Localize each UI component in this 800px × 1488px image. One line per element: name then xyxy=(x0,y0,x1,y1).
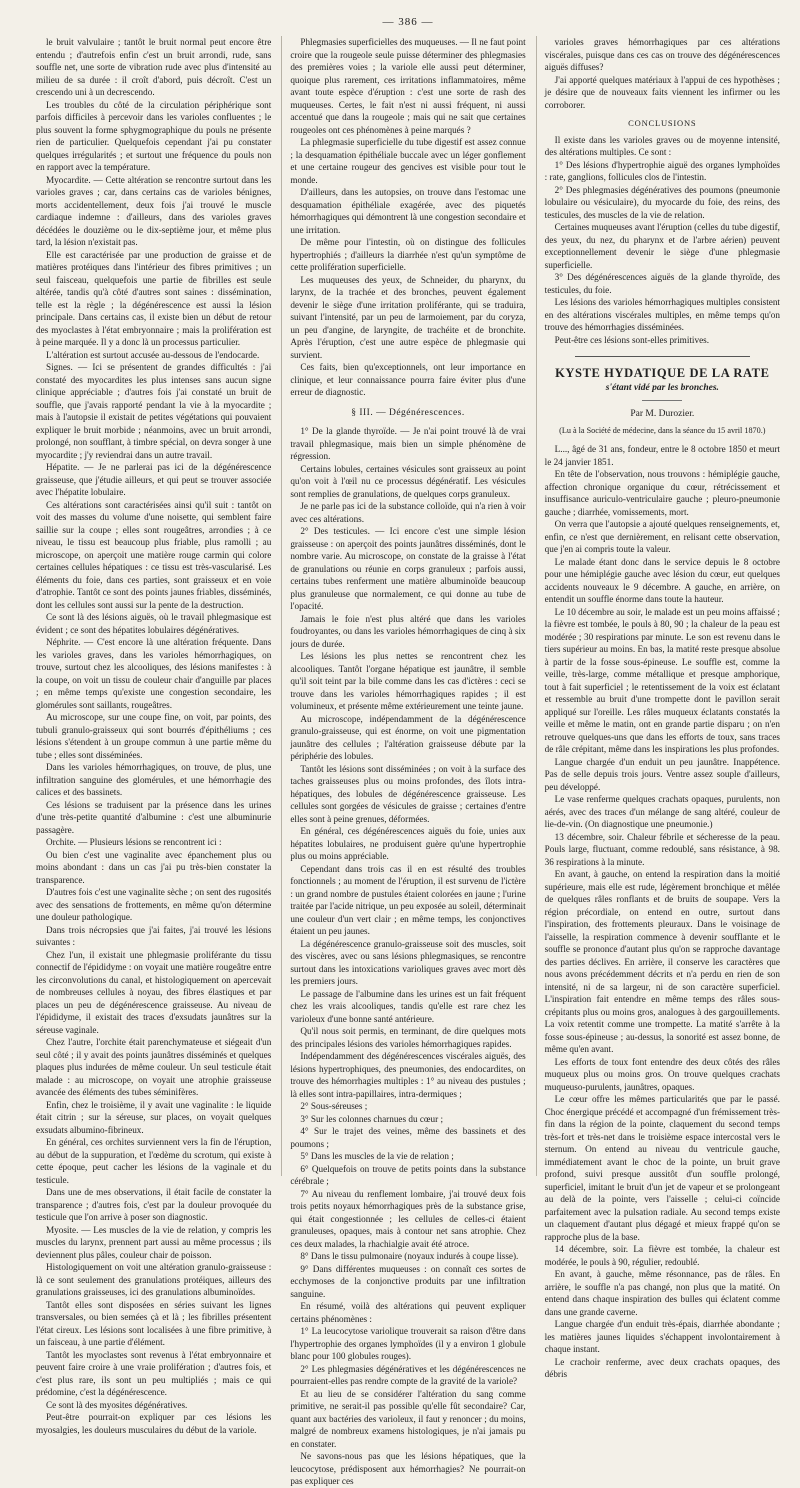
paragraph: 2° Sous-séreuses ; xyxy=(300,1101,368,1111)
paragraph: Au microscope, indépendamment de la dégénérescence granulo-graisseuse, qui est énorme, on voit une pigmentation jaunâtre des cellules ; l'altération graisseuse débute par la périphérie des lobules. xyxy=(290,713,526,761)
paragraph: Le vase renferme quelques crachats opaques, purulents, non aérés, avec des traces d'un mélange de sang altéré, couleur de lie-de-vin. (On diagnostique une pneumonie.) xyxy=(544,794,780,829)
paragraph: Le 10 décembre au soir, le malade est un peu moins affaissé ; la fièvre est tombée, le pouls à 80, 90 ; la chaleur de la peau est modérée ; 30 respirations par minute. Le son est revenu dans le tiers supérieur au moins. En bas, la matité reste presque absolue à partir de la fosse sous-épineuse. Le souffle est, comme la veille, très-large, comme métallique et presque amphorique, tout à fait superficiel ; le retentissement de la voix est éclatant et ressemble au bruit d'une trompette dont le pavillon serait appliqué sur l'oreille. Les râles muqueux éclatants constatés la veille et même le matin, ont en grande partie disparu ; on n'en retrouve quelques-uns que dans les efforts de toux, sans traces de râle crépitant, même dans les inspirations les plus profondes. xyxy=(544,606,780,754)
paragraph: Je ne parle pas ici de la substance colloïde, qui n'a rien à voir avec ces altérations. xyxy=(290,501,526,524)
paragraph: La dégénérescence granulo-graisseuse soit des muscles, soit des viscères, avec ou sans lésions phlegmasiques, se rencontre surtout dans les intoxications varioliques graves avec mort dès les premiers jours. xyxy=(290,938,526,986)
paragraph: Phlegmasies superficielles des muqueuses. — Il ne faut point croire que la rougeole seule puisse déterminer des phlegmasies des premières voies ; la variole elle aussi peut déterminer, quoique plus rarement, ces irritations inflammatoires, même avant toute espèce d'éruption : c'est une sorte de rash des muqueuses. Certes, le fait n'est ni aussi fréquent, ni aussi accentué que dans la rougeole ; mais qui ne sait que certaines rougeoles ont ces phénomènes à peine marqués ? xyxy=(290,37,526,135)
paragraph: Ces lésions se traduisent par la présence dans les urines d'une très-petite quantité d'albumine : c'est une albuminurie passagère. xyxy=(36,799,272,835)
paragraph: Ce sont là des lésions aiguës, où le travail phlegmasique est évident ; ce sont des hépatites lobulaires dégénératives. xyxy=(36,612,272,635)
paragraph: Le cœur offre les mêmes particularités que par le passé. Choc énergique précédé et accompagné d'un frémissement très-fin dans la région de la pointe, claquement du second temps très-fort et très-net dans le troisième espace intercostal vers le sternum. On entend au niveau du ventricule gauche, immédiatement avant le choc de la pointe, un bruit grave profond, suivi presque aussitôt d'un souffle prolongé, superficiel, imitant le bruit d'un jet de vapeur et se prolongeant au delà de la pointe, vers l'aisselle ; celui-ci coïncide parfaitement avec la pulsation radiale. Au second temps existe un claquement d'autant plus dégagé et mieux frappé qu'on se rapproche plus de la base. xyxy=(544,1094,780,1242)
paragraph: Langue chargée d'un enduit très-épais, diarrhée abondante ; les matières jaunes liquides s'échappent involontairement à chaque instant. xyxy=(544,1319,780,1354)
paragraph: Jamais le foie n'est plus altéré que dans les varioles foudroyantes, ou dans les varioles hémorrhagiques de cinq à six jours de durée. xyxy=(290,613,526,649)
paragraph: Ne savons-nous pas que les lésions hépatiques, que la leucocytose, prédisposent aux hémorrhagies? Ne pourrait-on pas expliquer ces xyxy=(290,1451,526,1486)
paragraph: varioles graves hémorrhagiques par ces altérations viscérales, puisque dans ces cas on trouve des dégénérescences aiguës diffuses? xyxy=(544,37,780,72)
column-right xyxy=(536,36,780,1379)
paragraph: Le malade étant donc dans le service depuis le 8 octobre pour une hémiplégie gauche avec lésion du cœur, eut quelques accidents nouveaux le 9 décembre. A gauche, en arrière, on entendit un souffle énorme dans toute la hauteur. xyxy=(544,556,780,604)
paragraph: Myocardite. — Cette altération se rencontre surtout dans les varioles graves ; car, dans certains cas de varioles bénignes, morts accidentellement, deux fois j'ai trouvé le muscle cardiaque indemne : d'ailleurs, dans des varioles graves décédées le douzième ou le dix-septième jour, et même plus tard, la lésion n'existait pas. xyxy=(36,174,272,247)
column-middle xyxy=(281,36,526,1486)
paragraph: 4° Sur le trajet des veines, même des bassinets et des poumons ; xyxy=(290,1126,526,1149)
paragraph: 7° Au niveau du renflement lombaire, j'ai trouvé deux fois trois petits noyaux hémorrhagiques près de la substance grise, qui était congestionnée ; les cellules de celles-ci étaient granuleuses, opaques, mais à contour net sans atrophie. Chez ces deux malades, la rhachialgie avait été atroce. xyxy=(290,1188,526,1249)
paragraph: Tantôt les lésions sont disséminées ; on voit à la surface des taches graisseuses plus ou moins profondes, des îlots intra-hépatiques, des lobules de dégénérescence graisseuse. Les cellules sont gorgées de vésicules de graisse ; certaines d'entre elles sont à peine grenues, déformées. xyxy=(290,763,526,824)
article-divider xyxy=(575,356,750,357)
column-left xyxy=(36,36,272,1435)
paragraph: 6° Quelquefois on trouve de petits points dans la substance cérébrale ; xyxy=(290,1163,526,1186)
paragraph: Peut-être ces lésions sont-elles primitives. xyxy=(554,334,710,345)
article-subtitle: s'étant vidé par les bronches. xyxy=(605,382,719,393)
paragraph: 9° Dans différentes muqueuses : on connaît ces sortes de ecchymoses de la conjonctive produits par une infiltration sanguine. xyxy=(290,1263,526,1299)
paragraph: 3° Des dégénérescences aiguës de la glande thyroïde, des testicules, du foie. xyxy=(544,272,780,295)
paragraph: Les muqueuses des yeux, de Schneider, du pharynx, du larynx, de la trachée et des bronches, peuvent également devenir le siège d'une irritation proliférante, qui se traduira, suivant l'intensité, par un peu de larmoiement, par du coryza, un peu d'angine, de laryngite, de trachéite et de bronchite. Après l'éruption, c'est une autre espèce de phlegmasie qui survient. xyxy=(290,274,526,360)
paragraph: En général, ces dégénérescences aiguës du foie, unies aux hépatites lobulaires, ne produisent guère qu'une hypertrophie plus ou moins appréciable. xyxy=(290,826,526,861)
paragraph: Enfin, chez le troisième, il y avait une vaginalite : le liquide était citrin ; sur la séreuse, sur places, on voyait quelques exsudats albumino-fibrineux. xyxy=(36,1099,272,1135)
paragraph: D'ailleurs, dans les autopsies, on trouve dans l'estomac une desquamation épithéliale exagérée, avec des piquetés hémorrhagiques qui démontrent là une congestion secondaire et une irritation. xyxy=(290,187,526,235)
paragraph: J'ai apporté quelques matériaux à l'appui de ces hypothèses ; je désire que de nouveaux faits viennent les infirmer ou les corroborer. xyxy=(544,74,780,110)
paragraph: Ou bien c'est une vaginalite avec épanchement plus ou moins abondant : dans un cas j'ai pu très-bien constater la transparence. xyxy=(36,849,272,885)
paragraph: Les efforts de toux font entendre des deux côtés des râles muqueux plus ou moins gros. On trouve quelques crachats muqueuso-purulents, jaunâtres, opaques. xyxy=(544,1056,780,1092)
paragraph: Certains lobules, certaines vésicules sont graisseux au point qu'on voit à l'œil nu ce processus dégénératif. Les vésicules sont remplies de granulations, de quelques corps granuleux. xyxy=(290,463,526,499)
paragraph: Au microscope, sur une coupe fine, on voit, par points, des tubuli granulo-graisseux qui sont bourrés d'épithéliums ; ces lésions s'étendent à un groupe commun à une partie même du tube ; elles sont disséminées. xyxy=(36,712,272,760)
paragraph: Les lésions des varioles hémorrhagiques multiples consistent en des altérations viscérales multiples, en même temps qu'on trouve des hémorrhagies disséminées. xyxy=(544,297,780,332)
paragraph: Cependant dans trois cas il en est résulté des troubles fonctionnels ; au moment de l'éruption, il est survenu de l'ictère : un grand nombre de pustules étaient colorées en jaune ; l'urine traitée par l'acide nitrique, un peu exposée au soleil, déterminait une couleur d'un vert clair ; en même temps, les conjonctives étaient un peu jaunes. xyxy=(290,863,526,936)
paragraph: Chez l'autre, l'orchite était parenchymateuse et siégeait d'un seul côté ; il y avait des points jaunâtres disséminés et quelques plaques plus indurées de même couleur. Un seul testicule était malade : au microscope, on voyait une atrophie graisseuse avancée des éléments des tubes séminifères. xyxy=(36,1037,272,1097)
article-title: KYSTE HYDATIQUE DE LA RATE xyxy=(555,366,770,380)
short-rule xyxy=(642,400,682,402)
paragraph: Indépendamment des dégénérescences viscérales aiguës, des lésions hypertrophiques, des pneumonies, des endocardites, on trouve des hémorrhagies multiples : 1° au niveau des pustules ; là elles sont intra-papillaires, intra-dermiques ; xyxy=(290,1051,526,1099)
conclusions-heading: CONCLUSIONS xyxy=(628,118,697,128)
paragraph: Orchite. — Plusieurs lésions se rencontrent ici : xyxy=(46,837,222,847)
paragraph: En général, ces orchites surviennent vers la fin de l'éruption, au début de la suppuration, et l'œdème du scrotum, qui existe à cette époque, peut cacher les lésions de la vaginale et du testicule. xyxy=(36,1137,272,1185)
paragraph: 14 décembre, soir. La fièvre est tombée, la chaleur est modérée, le pouls à 90, régulier, redoublé. xyxy=(544,1244,780,1267)
paragraph: Certaines muqueuses avant l'éruption (celles du tube digestif, des yeux, du nez, du pharynx et de l'arbre aérien) peuvent exceptionnellement devenir le siège d'une phlegmasie superficielle. xyxy=(544,222,780,270)
paragraph: 2° Les phlegmasies dégénératives et les dégénérescences ne pourraient-elles pas rendre compte de la gravité de la variole? xyxy=(290,1363,526,1386)
paragraph: Qu'il nous soit permis, en terminant, de dire quelques mots des principales lésions des varioles hémorrhagiques rapides. xyxy=(290,1026,526,1049)
paragraph: Les troubles du côté de la circulation périphérique sont parfois difficiles à percevoir dans les varioles confluentes ; le plus souvent la forme sphygmographique du pouls ne présente rien de particulier. Quelquefois cependant j'ai pu constater quelques irrégularités ; et surtout une fréquence du pouls non en rapport avec la température. xyxy=(36,99,272,172)
paragraph: Dans une de mes observations, il était facile de constater la transparence ; d'autres fois, c'est par la douleur provoquée du testicule que l'on arrive à poser son diagnostic. xyxy=(36,1187,272,1222)
section-heading: § III. — Dégénérescences. xyxy=(351,407,465,418)
paragraph: Les lésions les plus nettes se rencontrent chez les alcooliques. Tantôt l'organe hépatique est jaunâtre, il semble qu'il soit teint par la bile comme dans les cas d'ictères : ceci se trouve dans les varioles hémorrhagiques rapides ; il est volumineux, et présente même extérieurement une teinte jaune. xyxy=(290,651,526,711)
paragraph: En avant, à gauche, même résonnance, pas de râles. En arrière, le souffle n'a pas changé, non plus que la matité. On entend dans chaque inspiration des bulles qui éclatent comme dans une grande caverne. xyxy=(544,1269,780,1317)
paragraph: L..., âgé de 31 ans, fondeur, entre le 8 octobre 1850 et meurt le 24 janvier 1851. xyxy=(544,444,780,467)
paragraph: 2° Des phlegmasies dégénératives des poumons (pneumonie lobulaire ou vésiculaire), du myocarde du foie, des reins, des testicules, des muscles de la vie de relation. xyxy=(544,184,780,220)
page-number: — 386 — xyxy=(382,16,434,28)
paragraph: 1° De la glande thyroïde. — Je n'ai point trouvé là de vrai travail phlegmasique, mais bien un simple phénomène de régression. xyxy=(290,426,526,461)
paragraph: Peut-être pourrait-on expliquer par ces lésions les myosalgies, les douleurs musculaires du début de la variole. xyxy=(36,1412,272,1435)
paragraph: En résumé, voilà des altérations qui peuvent expliquer certains phénomènes : xyxy=(290,1301,526,1324)
paragraph: D'autres fois c'est une vaginalite sèche ; on sent des rugosités avec des sensations de frottements, en même qu'on détermine une douleur pathologique. xyxy=(36,887,272,922)
paragraph: Chez l'un, il existait une phlegmasie proliférante du tissu connectif de l'épididyme : on voyait une matière rougeâtre entre les circonvolutions du canal, et histologiquement on apercevait de nombreuses cellules à noyau, des fibres élastiques et par places un peu de dégénérescence graisseuse. Au niveau de l'épididyme, il existait des traces d'exsudats jaunâtres sur la séreuse vaginale. xyxy=(36,949,272,1035)
article-author: Par M. Durozier. xyxy=(630,409,695,419)
paragraph: Il existe dans les varioles graves ou de moyenne intensité, des altérations multiples. Ce sont : xyxy=(544,134,780,157)
paragraph: En avant, à gauche, on entend la respiration dans la moitié supérieure, mais elle est rude, légèrement bronchique et mêlée de quelques râles ronflants et de bruits de soupape. Vers la région précordiale, on entend en outre, surtout dans l'inspiration, des frottements pleuraux. Dans le voisinage de l'aisselle, la respiration commence à devenir soufflante et le souffle se prononce d'autant plus qu'on se rapproche davantage des parties déclives. En arrière, il conserve les caractères que nous avons précédemment décrits et n'a perdu en rien de son intensité, ni de sa largeur, ni de son caractère superficiel. L'inspiration fait entendre en même temps des râles sous-crépitants plus ou moins gros, analogues à des gargouillements. La voix retentit comme une trompette. La matité s'arrête à la fosse sous-épineuse ; au-dessus, la sonorité est assez bonne, de même qu'en avant. xyxy=(544,869,780,1054)
paragraph: De même pour l'intestin, où on distingue des follicules hypertrophiés ; d'ailleurs la diarrhée n'est qu'un symptôme de cette prolifération superficielle. xyxy=(290,237,526,272)
paragraph: Le crachoir renferme, avec deux crachats opaques, des débris xyxy=(544,1356,780,1379)
article-note: (Lu à la Société de médecine, dans la séance du 15 avril 1870.) xyxy=(559,425,766,435)
paragraph: Ces altérations sont caractérisées ainsi qu'il suit : tantôt on voit des masses du volume d'une noisette, qui semblent faire saillie sur la coupe ; elles sont rougeâtres, arrondies ; à ce niveau, le tissu est beaucoup plus friable, plus ramolli ; au microscope, on aperçoit une matière rouge carmin qui colore certaines cellules hépatiques : ce tissu est très-vascularisé. Les éléments du foie, dans ces parties, sont graisseux et en voie d'atrophie. Tantôt ce sont des points jaunes friables, disséminés, dont les cellules sont aussi sur la pente de la destruction. xyxy=(36,499,272,610)
paragraph: Langue chargée d'un enduit un peu jaunâtre. Inappétence. Pas de selle depuis trois jours. Ventre assez souple d'ailleurs, peu développé. xyxy=(544,756,780,792)
paragraph: Néphrite. — C'est encore là une altération fréquente. Dans les varioles graves, dans les varioles hémorrhagiques, on trouve, surtout chez les alcooliques, des lésions manifestes : à la coupe, on voit un tissu de couleur chair d'anguille par places ; en même temps qu'existe une congestion secondaire, les glomérules sont saillants, rougeâtres. xyxy=(36,637,272,710)
paragraph: Dans les varioles hémorrhagiques, on trouve, de plus, une infiltration sanguine des glomérules, et une hémorrhagie des calices et des bassinets. xyxy=(36,762,272,797)
paragraph: 13 décembre, soir. Chaleur fébrile et sécheresse de la peau. Pouls large, fluctuant, comme redoublé, sans résistance, à 98. 36 respirations à la minute. xyxy=(544,831,780,867)
paragraph: Le passage de l'albumine dans les urines est un fait fréquent chez les vrais alcooliques, tandis qu'elle est rare chez les varioleux d'une bonne santé antérieure. xyxy=(290,988,526,1024)
paragraph: 1° Des lésions d'hypertrophie aiguë des organes lymphoïdes : rate, ganglions, follicules clos de l'intestin. xyxy=(544,159,780,182)
paragraph: 8° Dans le tissu pulmonaire (noyaux indurés à coupe lisse). xyxy=(300,1251,519,1261)
paragraph: On verra que l'autopsie a ajouté quelques renseignements, et, enfin, ce n'est que dernièrement, en relisant cette observation, que j'en ai compris toute la valeur. xyxy=(544,519,780,554)
paragraph: L'altération est surtout accusée au-dessous de l'endocarde. xyxy=(46,349,260,360)
paragraph: En tête de l'observation, nous trouvons : hémiplégie gauche, affection chronique organique du cœur, rétrécissement et insuffisance auriculo-ventriculaire gauche ; pleuro-pneumonie gauche ; diarrhée, vomissements, mort. xyxy=(544,469,780,517)
paragraph: Tantôt elles sont disposées en séries suivant les lignes transversales, ou bien semées çà et là ; les fibrilles présentent l'état cireux. Les lésions sont localisées à une fibre primitive, à un faisceau, à une partie d'élément. xyxy=(36,1299,272,1347)
columns xyxy=(36,36,780,1486)
paragraph: Et au lieu de se considérer l'altération du sang comme primitive, ne serait-il pas possible qu'elle fût secondaire? Car, quant aux bactéries des varioleux, il faut y renoncer ; du moins, malgré de nombreux examens histologiques, je n'ai jamais pu en constater. xyxy=(290,1388,526,1449)
paragraph: le bruit valvulaire ; tantôt le bruit normal peut encore être entendu ; d'autrefois enfin c'est un bruit arrondi, rude, sans souffle net, une sorte de vibration rude avec plus d'intensité au milieu de sa durée : il croît d'abord, puis décroît. C'est un crescendo uni à un decrescendo. xyxy=(36,37,272,97)
paragraph: Hépatite. — Je ne parlerai pas ici de la dégénérescence graisseuse, que j'étudie ailleurs, et qui peut se trouver associée avec l'hépatite lobulaire. xyxy=(36,462,272,497)
paragraph: Signes. — Ici se présentent de grandes difficultés : j'ai constaté des myocardites les plus intenses sans aucun signe clinique appréciable ; d'autres fois j'ai constaté un bruit de souffle, que j'avais rapporté pendant la vie à la myocardite ; mais à l'autopsie il existait de petites végétations qui pouvaient expliquer le bruit morbide ; néanmoins, avec un bruit arrondi, prolongé, non soufflant, à timbre spécial, on devra songer à une myocardite ; j'y reviendrai dans un autre travail. xyxy=(36,362,272,460)
paragraph: Tantôt les myoclastes sont revenus à l'état embryonnaire et peuvent faire croire à une vraie prolifération ; d'autres fois, et c'est plus rare, ils sont un peu multipliés ; mais ce qui prédomine, c'est la dégénérescence. xyxy=(36,1349,272,1397)
paragraph: Ce sont là des myosites dégénératives. xyxy=(46,1399,188,1410)
paragraph: Myosite. — Les muscles de la vie de relation, y compris les muscles du larynx, prennent part aussi au même processus ; ils deviennent plus pâles, couleur chair de poisson. xyxy=(36,1224,272,1260)
paragraph: 1° La leucocytose variolique trouverait sa raison d'être dans l'hypertrophie des organes lymphoïdes (il y a environ 1 globule blanc pour 100 globules rouges). xyxy=(290,1326,526,1361)
paragraph: La phlegmasie superficielle du tube digestif est assez connue ; la desquamation épithéliale buccale avec un léger gonflement et une certaine rougeur des gencives est visible pour tout le monde. xyxy=(290,137,526,185)
paragraph: 2° Des testicules. — Ici encore c'est une simple lésion graisseuse : on aperçoit des points jaunâtres disséminés, dont le nombre varie. Au microscope, on constate de la graisse à l'état de granulations ou réunie en corps granuleux ; parfois aussi, certains tubes renferment une matière albuminoïde beaucoup plus granuleuse que normalement, ce qui donne au tube de l'opacité. xyxy=(290,526,526,611)
paragraph: Histologiquement on voit une altération granulo-graisseuse : là ce sont seulement des granulations protéiques, ailleurs des granulations graisseuses, ici des granulations albuminoïdes. xyxy=(36,1262,272,1297)
paragraph: 5° Dans les muscles de la vie de relation ; xyxy=(300,1151,454,1161)
paragraph: 3° Sur les colonnes charnues du cœur ; xyxy=(300,1113,444,1124)
paragraph: Dans trois nécropsies que j'ai faites, j'ai trouvé les lésions suivantes : xyxy=(36,924,272,947)
paragraph: Ces faits, bien qu'exceptionnels, ont leur importance en clinique, et leur connaissance pourra faire éviter plus d'une erreur de diagnostic. xyxy=(290,362,526,397)
paragraph: Elle est caractérisée par une production de graisse et de matières protéiques dans l'intérieur des fibres primitives ; un seul faisceau, quelquefois une partie de fibrilles est seule altérée, tandis qu'à côté d'autres sont saines : dissémination, telle est la règle ; la dégénérescence est aussi la lésion principale. Dans certains cas, il existe bien un début de retour des myoclastes à l'état embryonnaire ; mais la prolifération est à peine marquée. Il y a donc là un processus particulier. xyxy=(36,249,272,347)
